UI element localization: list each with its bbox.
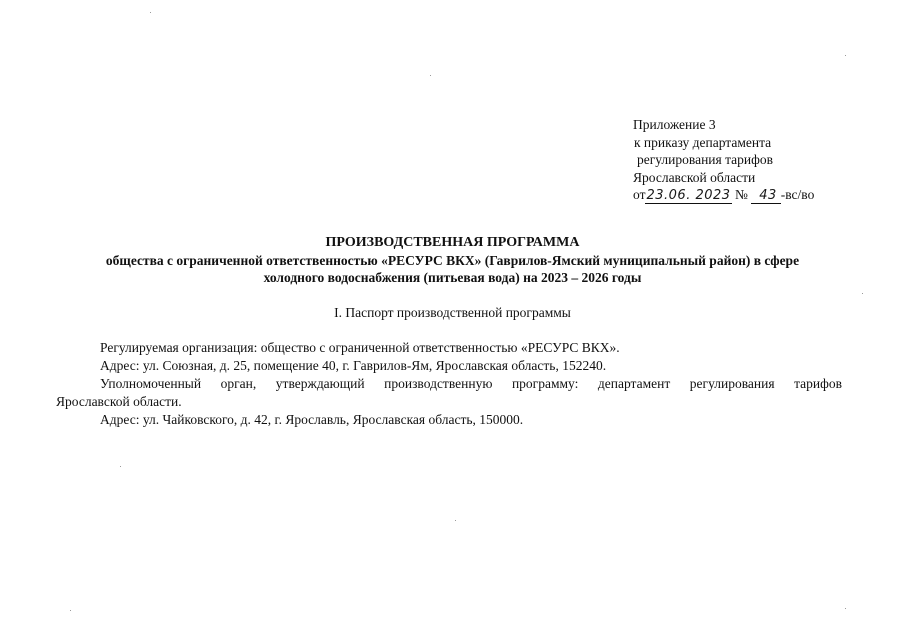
scan-speck xyxy=(70,610,71,611)
scan-speck xyxy=(455,520,456,521)
appendix-date-line xyxy=(633,186,814,204)
scan-speck xyxy=(150,12,151,13)
appendix-region: Ярославской области xyxy=(633,169,756,185)
document-title xyxy=(40,234,865,287)
handwritten-order-number: 43 xyxy=(751,189,781,204)
scan-speck xyxy=(862,293,863,294)
authorized-body-line2: Ярославской области. xyxy=(56,394,182,409)
authorized-body-line1: Уполномоченный орган, утверждающий производственную программу: департамент регулирования тарифов xyxy=(100,376,842,391)
authorized-body-address: Адрес: ул. Чайковского, д. 42, г. Ярославль, Ярославская область, 150000. xyxy=(100,412,524,427)
organization-address: Адрес: ул. Союзная, д. 25, помещение 40, г. Гаврилов-Ям, Ярославская область, 152240. xyxy=(100,358,607,373)
scan-speck xyxy=(120,466,121,467)
program-subtitle-line1: общества с ограниченной ответственностью «РЕСУРС ВКХ» (Гаврилов-Ямский муниципальный район) в сфере xyxy=(105,252,800,268)
number-sign: № xyxy=(734,187,748,202)
scan-speck xyxy=(845,608,846,609)
appendix-block xyxy=(633,116,814,204)
passport-body xyxy=(56,339,842,429)
order-suffix: -вс/во xyxy=(780,187,815,202)
date-prefix: от xyxy=(633,187,646,202)
section-heading: I. Паспорт производственной программы xyxy=(334,305,571,320)
appendix-label: Приложение 3 xyxy=(633,117,716,132)
program-subtitle-line2: холодного водоснабжения (питьевая вода) на 2023 – 2026 годы xyxy=(263,270,642,285)
program-title: ПРОИЗВОДСТВЕННАЯ ПРОГРАММА xyxy=(325,235,580,250)
appendix-department: регулирования тарифов xyxy=(637,152,774,167)
scan-speck xyxy=(430,75,431,76)
handwritten-date: 23.06. 2023 xyxy=(646,188,731,203)
regulated-organization: Регулируемая организация: общество с ограниченной ответственностью «РЕСУРС ВКХ». xyxy=(100,340,620,355)
appendix-order-ref: к приказу департамента xyxy=(634,134,772,150)
scan-speck xyxy=(845,55,846,56)
